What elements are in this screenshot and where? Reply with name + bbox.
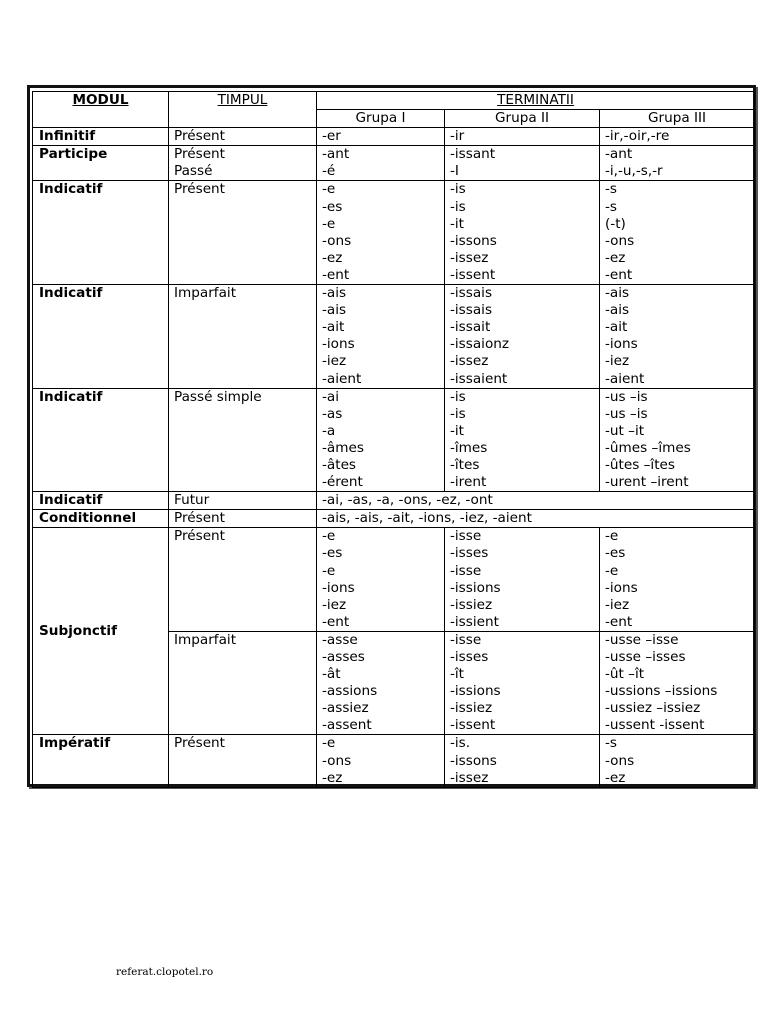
ending-grupa-1-line: -ant <box>322 146 350 163</box>
ending-grupa-1-line: -é <box>322 163 336 180</box>
mood-cell: Subjonctif <box>33 528 169 735</box>
ending-grupa-3-line: -e <box>605 562 619 579</box>
ending-grupa-3-line: -usse –isses <box>605 649 686 665</box>
ending-grupa-3 <box>600 285 755 389</box>
ending-grupa-2 <box>445 181 600 285</box>
ending-grupa-2-line: -îmes <box>450 439 488 456</box>
table-row <box>33 285 755 389</box>
ending-grupa-3 <box>600 388 755 492</box>
ending-grupa-3-line: -us –is <box>605 405 648 422</box>
ending-grupa-3-line: -i,-u,-s,-r <box>605 163 663 180</box>
ending-grupa-3-line: -ons <box>605 752 635 769</box>
ending-grupa-2-line: -is <box>450 405 466 422</box>
tense-cell-line: Imparfait <box>174 285 237 302</box>
ending-grupa-2-line: -issiez <box>450 700 493 717</box>
ending-grupa-3-line: -ais <box>605 302 630 319</box>
ending-grupa-3-line: -s <box>605 198 617 215</box>
ending-grupa-1-line: -assions <box>322 683 378 700</box>
ending-grupa-2-line: -it <box>450 422 465 439</box>
ending-grupa-2-line: -issaient <box>450 370 508 387</box>
ending-grupa-3 <box>600 631 755 735</box>
ending-grupa-3 <box>600 181 755 285</box>
ending-grupa-1-line: -ai <box>322 388 340 405</box>
ending-grupa-1-line: -ons <box>322 232 352 249</box>
tense-cell-line: Présent <box>174 181 226 198</box>
ending-grupa-3-line: -ions <box>605 579 638 596</box>
ending-grupa-1 <box>317 735 445 787</box>
ending-grupa-3-line: -ussiez –issiez <box>605 700 701 717</box>
tense-cell <box>169 631 317 735</box>
header-row <box>33 92 755 110</box>
ending-grupa-1-line: -ent <box>322 266 350 283</box>
ending-grupa-3-line: -ent <box>605 613 633 630</box>
ending-grupa-2 <box>445 631 600 735</box>
ending-grupa-1-line: -es <box>322 545 343 562</box>
ending-grupa-3-line: -ions <box>605 336 638 353</box>
ending-grupa-3-line: -usse –isse <box>605 631 679 648</box>
ending-grupa-3-line: -ent <box>605 266 633 283</box>
ending-grupa-3-line: -s <box>605 181 617 198</box>
tense-cell <box>169 528 317 632</box>
ending-grupa-2 <box>445 528 600 632</box>
ending-grupa-2-line: -isses <box>450 649 489 665</box>
tense-cell-line: Présent <box>174 510 226 527</box>
ending-grupa-3 <box>600 735 755 787</box>
mood-cell: Impératif <box>33 735 169 787</box>
ending-grupa-1-line: -ais <box>322 302 347 319</box>
ending-grupa-2-line: -îtes <box>450 456 480 473</box>
ending-grupa-2-line: -issaionz <box>450 336 510 353</box>
tense-cell-line: Présent <box>174 128 226 145</box>
mood-cell: Participe <box>33 146 169 181</box>
ending-grupa-2 <box>445 146 600 181</box>
ending-all-groups: -ais, -ais, -ait, -ions, -iez, -aient <box>317 510 755 528</box>
ending-grupa-2-line: -issions <box>450 579 501 596</box>
ending-grupa-2-line: -isses <box>450 545 489 562</box>
tense-cell-line: Imparfait <box>174 631 237 648</box>
ending-grupa-2-line: -issez <box>450 249 489 266</box>
ending-grupa-2-line: -issent <box>450 717 496 734</box>
ending-grupa-1 <box>317 181 445 285</box>
conjugation-table <box>32 91 755 788</box>
ending-grupa-2-line: -ir <box>450 128 465 145</box>
tense-cell-line: Présent <box>174 735 226 752</box>
ending-grupa-2-line: -issais <box>450 302 493 319</box>
tense-cell-line: Futur <box>174 492 210 509</box>
ending-grupa-2-line: -issez <box>450 769 489 786</box>
ending-grupa-1-line: -aient <box>322 370 362 387</box>
ending-grupa-1-line: -e <box>322 735 336 752</box>
tense-cell <box>169 388 317 492</box>
ending-grupa-1 <box>317 146 445 181</box>
tense-cell <box>169 181 317 285</box>
header-modul: MODUL <box>33 92 169 128</box>
ending-grupa-1 <box>317 285 445 389</box>
ending-grupa-1-line: -ez <box>322 769 343 786</box>
group-header-3: Grupa III <box>600 110 755 128</box>
ending-grupa-2-line: -is <box>450 388 466 405</box>
mood-cell: Indicatif <box>33 285 169 389</box>
ending-grupa-2-line: -issait <box>450 319 491 336</box>
ending-grupa-1-line: -er <box>322 128 341 145</box>
ending-grupa-3 <box>600 528 755 632</box>
ending-grupa-2 <box>445 388 600 492</box>
ending-grupa-3-line: -ait <box>605 319 628 336</box>
ending-grupa-1 <box>317 528 445 632</box>
ending-grupa-2-line: -issiez <box>450 596 493 613</box>
table-row <box>33 735 755 787</box>
header-terminatii: TERMINATII <box>317 92 755 110</box>
ending-grupa-3-line: -ant <box>605 146 633 163</box>
ending-grupa-2-line: -issant <box>450 146 496 163</box>
ending-grupa-3-line: -ir,-oir,-re <box>605 128 670 145</box>
ending-grupa-3-line: -ûtes –îtes <box>605 456 675 473</box>
mood-cell: Indicatif <box>33 181 169 285</box>
ending-grupa-3-line: -urent –irent <box>605 474 689 491</box>
tense-cell-line: Passé <box>174 163 213 180</box>
group-header-2: Grupa II <box>445 110 600 128</box>
ending-grupa-3-line: -ez <box>605 249 626 266</box>
table-row <box>33 528 755 632</box>
ending-grupa-1-line: -iez <box>322 596 347 613</box>
ending-grupa-1-line: -asses <box>322 649 365 665</box>
ending-grupa-3-line: -ussent -issent <box>605 717 705 734</box>
ending-grupa-2-line: -I <box>450 163 459 180</box>
ending-grupa-3-line: -ais <box>605 285 630 302</box>
table-row <box>33 510 755 528</box>
ending-grupa-3-line: (-t) <box>605 215 626 232</box>
tense-cell-line: Présent <box>174 146 226 163</box>
ending-grupa-3 <box>600 146 755 181</box>
ending-grupa-3-line: -es <box>605 545 626 562</box>
ending-grupa-3-line: -e <box>605 528 619 545</box>
ending-grupa-3-line: -iez <box>605 353 630 370</box>
ending-grupa-3-line: -us –is <box>605 388 648 405</box>
ending-grupa-2-line: -ît <box>450 666 465 683</box>
tense-cell <box>169 285 317 389</box>
ending-grupa-2-line: -issons <box>450 752 497 769</box>
ending-grupa-1-line: -ais <box>322 285 347 302</box>
ending-grupa-1-line: -âmes <box>322 439 364 456</box>
tense-cell <box>169 128 317 146</box>
mood-cell: Conditionnel <box>33 510 169 528</box>
ending-grupa-1-line: -érent <box>322 474 363 491</box>
ending-grupa-1-line: -ions <box>322 336 355 353</box>
ending-grupa-3-line: -ons <box>605 232 635 249</box>
mood-cell: Infinitif <box>33 128 169 146</box>
ending-grupa-1-line: -e <box>322 181 336 198</box>
ending-grupa-2-line: -is. <box>450 735 471 752</box>
ending-grupa-1-line: -ions <box>322 579 355 596</box>
ending-grupa-3-line: -ussions –issions <box>605 683 718 700</box>
tense-cell-line: Présent <box>174 528 226 545</box>
ending-grupa-3-line: -s <box>605 735 617 752</box>
ending-grupa-2-line: -irent <box>450 474 487 491</box>
ending-grupa-1-line: -iez <box>322 353 347 370</box>
ending-grupa-2 <box>445 128 600 146</box>
ending-grupa-2-line: -isse <box>450 562 482 579</box>
tense-cell <box>169 735 317 787</box>
tense-cell-line: Passé simple <box>174 388 262 405</box>
ending-grupa-1-line: -ait <box>322 319 345 336</box>
table-row <box>33 181 755 285</box>
table-row <box>33 388 755 492</box>
tense-cell <box>169 510 317 528</box>
ending-grupa-1-line: -ez <box>322 249 343 266</box>
ending-grupa-1-line: -ons <box>322 752 352 769</box>
group-header-1: Grupa I <box>317 110 445 128</box>
ending-grupa-2-line: -is <box>450 198 466 215</box>
ending-grupa-1-line: -assent <box>322 717 372 734</box>
mood-cell: Indicatif <box>33 492 169 510</box>
mood-cell: Indicatif <box>33 388 169 492</box>
ending-grupa-2-line: -isse <box>450 631 482 648</box>
ending-grupa-3 <box>600 128 755 146</box>
ending-grupa-2-line: -issez <box>450 353 489 370</box>
footer-source: referat.clopotel.ro <box>116 966 214 978</box>
header-timpul: TIMPUL <box>169 92 317 128</box>
ending-grupa-2-line: -issons <box>450 232 497 249</box>
ending-grupa-1-line: -assiez <box>322 700 369 717</box>
ending-grupa-2-line: -issais <box>450 285 493 302</box>
ending-grupa-2-line: -it <box>450 215 465 232</box>
ending-grupa-1-line: -e <box>322 528 336 545</box>
ending-grupa-1 <box>317 128 445 146</box>
table-row <box>33 492 755 510</box>
ending-grupa-3-line: -aient <box>605 370 645 387</box>
ending-grupa-1-line: -es <box>322 198 343 215</box>
ending-grupa-2-line: -issient <box>450 613 499 630</box>
ending-grupa-1-line: -âtes <box>322 456 357 473</box>
ending-grupa-2-line: -isse <box>450 528 482 545</box>
ending-grupa-3-line: -ûmes –îmes <box>605 439 691 456</box>
table-row <box>33 128 755 146</box>
ending-grupa-1-line: -ât <box>322 666 341 683</box>
ending-grupa-2 <box>445 735 600 787</box>
ending-grupa-1-line: -e <box>322 215 336 232</box>
ending-grupa-1-line: -as <box>322 405 343 422</box>
ending-grupa-1-line: -a <box>322 422 336 439</box>
tense-cell <box>169 492 317 510</box>
ending-grupa-3-line: -ez <box>605 769 626 786</box>
table-row <box>33 146 755 181</box>
ending-grupa-1-line: -e <box>322 562 336 579</box>
ending-all-groups: -ai, -as, -a, -ons, -ez, -ont <box>317 492 755 510</box>
ending-grupa-3-line: -iez <box>605 596 630 613</box>
ending-grupa-1-line: -ent <box>322 613 350 630</box>
ending-grupa-2-line: -issions <box>450 683 501 700</box>
ending-grupa-2 <box>445 285 600 389</box>
ending-grupa-1-line: -asse <box>322 631 358 648</box>
ending-grupa-3-line: -ut –it <box>605 422 645 439</box>
ending-grupa-1 <box>317 631 445 735</box>
ending-grupa-2-line: -issent <box>450 266 496 283</box>
ending-grupa-1 <box>317 388 445 492</box>
ending-grupa-2-line: -is <box>450 181 466 198</box>
ending-grupa-3-line: -ût –ît <box>605 666 645 683</box>
tense-cell <box>169 146 317 181</box>
